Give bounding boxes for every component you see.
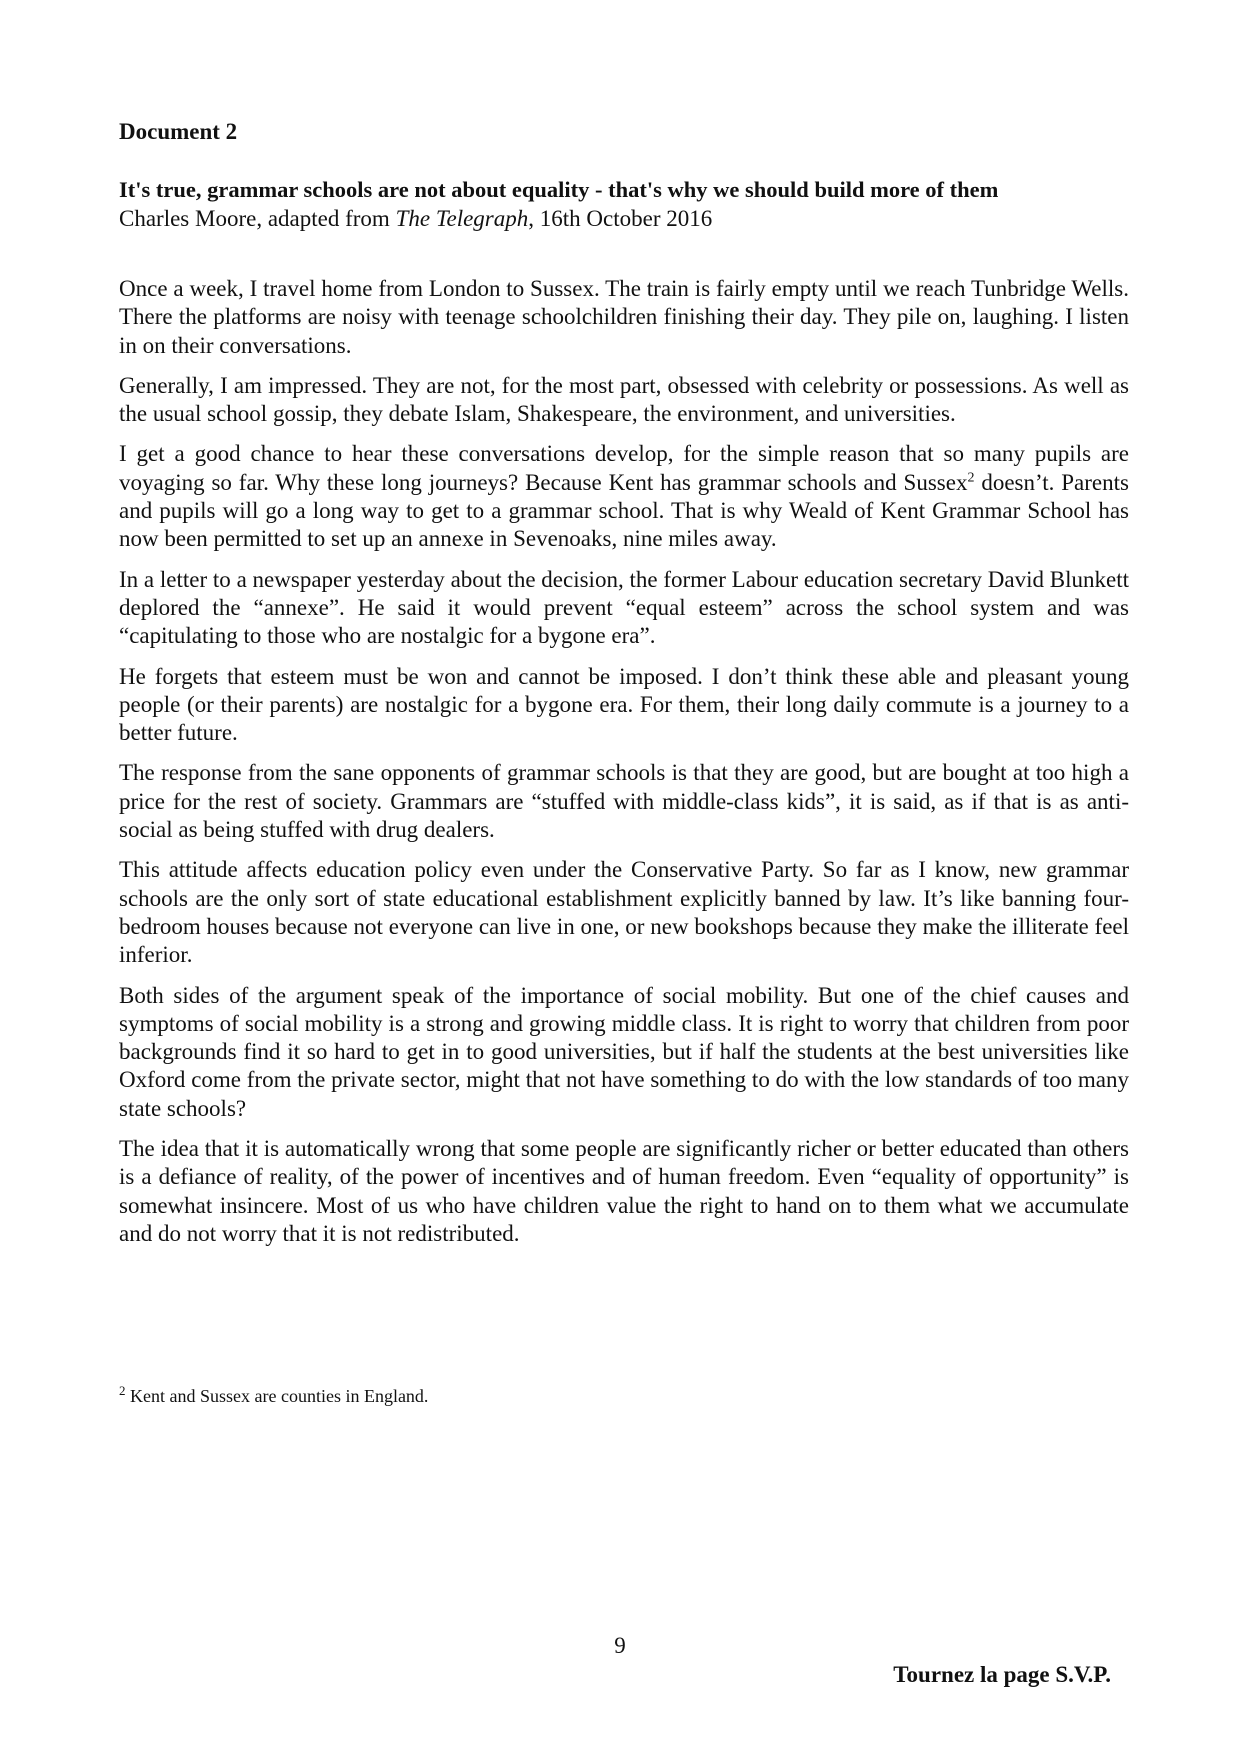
paragraph-4: In a letter to a newspaper yesterday about the decision, the former Labour education secretary David Blunkett deplored the “annexe”. He said it would prevent “equal esteem” across the school system and was “capitulating to those who are nostalgic for a bygone era”. — [119, 566, 1129, 649]
turn-page-note: Tournez la page S.V.P. — [893, 1662, 1111, 1687]
page-number: 9 — [614, 1633, 626, 1658]
footnote-reference: 2 — [967, 470, 975, 486]
footnote-text: Kent and Sussex are counties in England. — [125, 1386, 429, 1406]
paragraph-3-text-before: I get a good chance to hear these conversations develop, for the simple reason that so many pupils are voyaging so far. Why these long journeys? Because Kent has grammar schools and Sussex — [119, 441, 1129, 495]
article-body — [119, 275, 1129, 1260]
paragraph-1: Once a week, I travel home from London to Sussex. The train is fairly empty until we reach Tunbridge Wells. There the platforms are noisy with teenage schoolchildren finishing their day. They pile on, laughing. I listen in on their conversations. — [119, 276, 1129, 358]
footnote — [119, 1383, 429, 1407]
byline-prefix: Charles Moore, adapted from — [119, 206, 396, 231]
footnote-number: 2 — [119, 1383, 126, 1398]
paragraph-3-text-after: doesn’t. Parents and pupils will go a long way to get to a grammar school. That is why Weald of Kent Grammar School has now been permitted to set up an annexe in Sevenoaks, nine miles away. — [119, 469, 1129, 552]
paragraph-5: He forgets that esteem must be won and cannot be imposed. I don’t think these able and pleasant young people (or their parents) are nostalgic for a bygone era. For them, their long daily commute is a journey to a better future. — [119, 663, 1129, 746]
document-label: Document 2 — [119, 119, 238, 144]
article-byline — [119, 206, 712, 232]
article-headline: It's true, grammar schools are not about equality - that's why we should build more of them — [119, 177, 999, 202]
byline-source: The Telegraph — [395, 206, 529, 231]
paragraph-7: This attitude affects education policy even under the Conservative Party. So far as I know, new grammar schools are the only sort of state educational establishment explicitly banned by law. It’s like banning four-bedroom houses because not everyone can live in one, or new bookshops because they make the illiterate feel inferior. — [119, 857, 1129, 968]
paragraph-2: Generally, I am impressed. They are not, for the most part, obsessed with celebrity or possessions. As well as the usual school gossip, they debate Islam, Shakespeare, the environment, and universities. — [119, 372, 1129, 427]
paragraph-8: Both sides of the argument speak of the importance of social mobility. But one of the chief causes and symptoms of social mobility is a strong and growing middle class. It is right to worry that children from poor backgrounds find it so hard to get in to good universities, but if half the students at the best universities like Oxford come from the private sector, might that not have something to do with the low standards of too many state schools? — [119, 982, 1129, 1121]
paragraph-9: The idea that it is automatically wrong that some people are significantly richer or better educated than others is a defiance of reality, of the power of incentives and of human freedom. Even “equality of opportunity” is somewhat insincere. Most of us who have children value the right to hand on to them what we accumulate and do not worry that it is not redistributed. — [119, 1136, 1129, 1246]
byline-suffix: , 16th October 2016 — [528, 206, 713, 231]
paragraph-6: The response from the sane opponents of grammar schools is that they are good, but are bought at too high a price for the rest of society. Grammars are “stuffed with middle-class kids”, it is said, as if that is as anti-social as being stuffed with drug dealers. — [119, 760, 1129, 843]
paragraph-3 — [119, 440, 1129, 553]
